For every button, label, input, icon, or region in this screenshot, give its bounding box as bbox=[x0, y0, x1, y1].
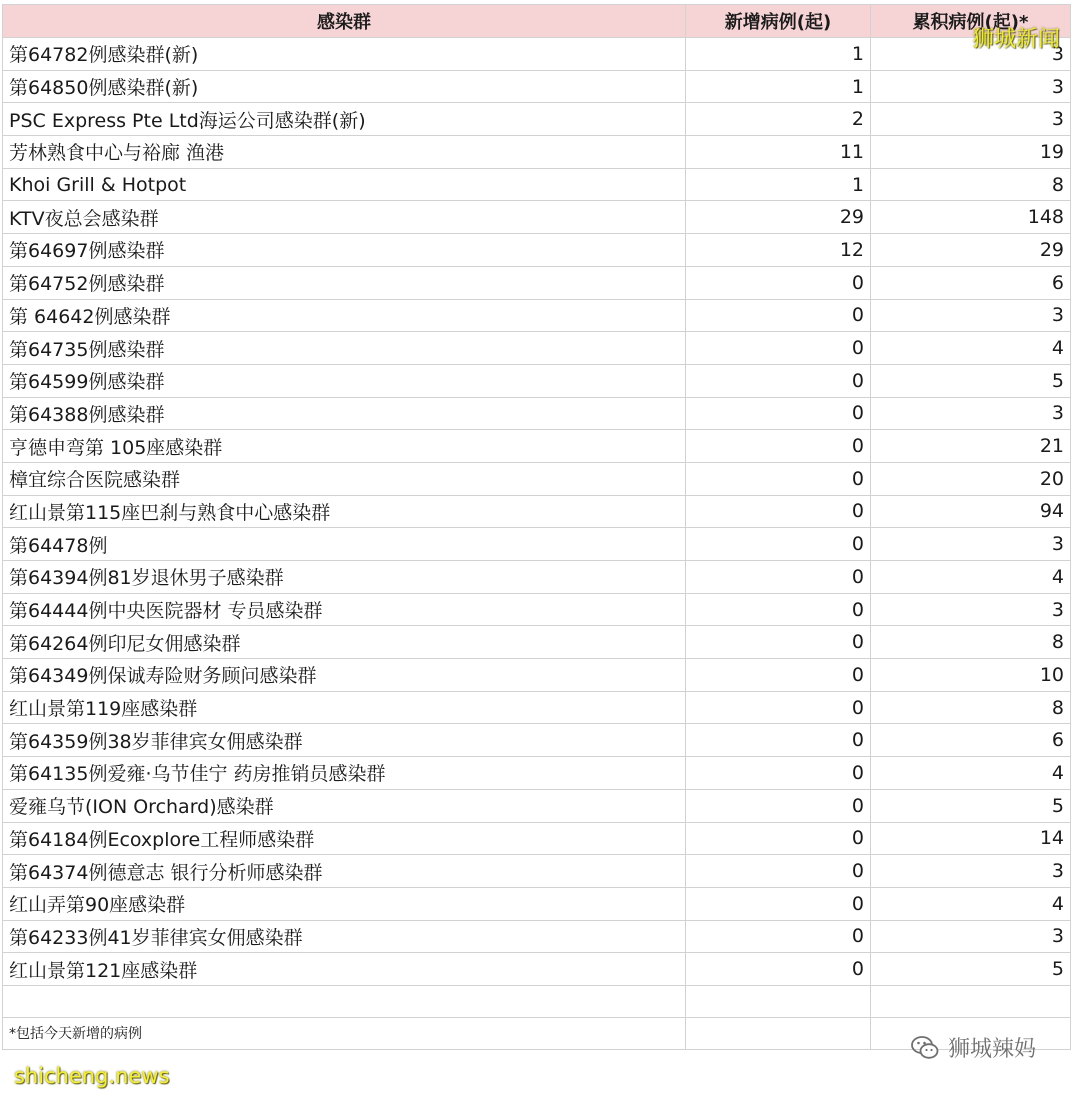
table-body bbox=[3, 38, 1071, 1050]
cluster-name-cell: 第 64642例感染群 bbox=[3, 299, 686, 332]
table-row bbox=[3, 724, 1071, 757]
new-cases-cell: 0 bbox=[686, 397, 871, 430]
new-cases-cell: 11 bbox=[686, 136, 871, 169]
new-cases-cell: 1 bbox=[686, 168, 871, 201]
empty-cell bbox=[686, 985, 871, 1017]
new-cases-cell: 0 bbox=[686, 855, 871, 888]
footnote: *包括今天新增的病例 bbox=[3, 1017, 686, 1049]
new-cases-cell: 0 bbox=[686, 593, 871, 626]
table-row bbox=[3, 495, 1071, 528]
cumulative-cases-cell: 8 bbox=[871, 626, 1071, 659]
cumulative-cases-cell: 6 bbox=[871, 266, 1071, 299]
table-row bbox=[3, 201, 1071, 234]
new-cases-cell: 0 bbox=[686, 724, 871, 757]
table-row bbox=[3, 691, 1071, 724]
header-new-cases: 新增病例(起) bbox=[686, 5, 871, 38]
table-row bbox=[3, 528, 1071, 561]
cluster-name-cell: PSC Express Pte Ltd海运公司感染群(新) bbox=[3, 103, 686, 136]
cumulative-cases-cell: 4 bbox=[871, 887, 1071, 920]
cumulative-cases-cell: 14 bbox=[871, 822, 1071, 855]
new-cases-cell: 0 bbox=[686, 887, 871, 920]
table-row bbox=[3, 332, 1071, 365]
cluster-name-cell: 红山景第119座感染群 bbox=[3, 691, 686, 724]
new-cases-cell: 0 bbox=[686, 561, 871, 594]
cluster-name-cell: 第64599例感染群 bbox=[3, 364, 686, 397]
cluster-name-cell: 第64349例保诚寿险财务顾问感染群 bbox=[3, 659, 686, 692]
table-row bbox=[3, 593, 1071, 626]
table-row bbox=[3, 659, 1071, 692]
cluster-name-cell: 第64735例感染群 bbox=[3, 332, 686, 365]
cumulative-cases-cell: 94 bbox=[871, 495, 1071, 528]
cluster-name-cell: 第64394例81岁退休男子感染群 bbox=[3, 561, 686, 594]
cumulative-cases-cell: 29 bbox=[871, 234, 1071, 267]
empty-cell bbox=[3, 985, 686, 1017]
cluster-name-cell: 红山弄第90座感染群 bbox=[3, 887, 686, 920]
cluster-name-cell: 樟宜综合医院感染群 bbox=[3, 462, 686, 495]
new-cases-cell: 0 bbox=[686, 789, 871, 822]
table-row bbox=[3, 397, 1071, 430]
empty-cell bbox=[686, 1017, 871, 1049]
table-row bbox=[3, 822, 1071, 855]
table-row bbox=[3, 920, 1071, 953]
empty-cell bbox=[871, 985, 1071, 1017]
cluster-name-cell: 第64184例Ecoxplore工程师感染群 bbox=[3, 822, 686, 855]
table-row bbox=[3, 38, 1071, 71]
cumulative-cases-cell: 8 bbox=[871, 691, 1071, 724]
new-cases-cell: 0 bbox=[686, 495, 871, 528]
cumulative-cases-cell: 3 bbox=[871, 103, 1071, 136]
cumulative-cases-cell: 5 bbox=[871, 364, 1071, 397]
cluster-table bbox=[2, 4, 1071, 1050]
new-cases-cell: 0 bbox=[686, 757, 871, 790]
table-row bbox=[3, 70, 1071, 103]
cumulative-cases-cell: 21 bbox=[871, 430, 1071, 463]
table-row bbox=[3, 103, 1071, 136]
cluster-name-cell: KTV夜总会感染群 bbox=[3, 201, 686, 234]
table-row bbox=[3, 234, 1071, 267]
new-cases-cell: 0 bbox=[686, 626, 871, 659]
cumulative-cases-cell: 19 bbox=[871, 136, 1071, 169]
table-row bbox=[3, 299, 1071, 332]
cumulative-cases-cell: 5 bbox=[871, 953, 1071, 986]
cluster-name-cell: 红山景第121座感染群 bbox=[3, 953, 686, 986]
new-cases-cell: 0 bbox=[686, 659, 871, 692]
cumulative-cases-cell: 3 bbox=[871, 920, 1071, 953]
cumulative-cases-cell: 20 bbox=[871, 462, 1071, 495]
cluster-name-cell: 第64850例感染群(新) bbox=[3, 70, 686, 103]
watermark-shicheng-news-cn: 狮城新闻 bbox=[971, 27, 1060, 52]
cluster-name-cell: 芳林熟食中心与裕廊 渔港 bbox=[3, 136, 686, 169]
cluster-name-cell: 第64697例感染群 bbox=[3, 234, 686, 267]
cluster-name-cell: 爱雍乌节(ION Orchard)感染群 bbox=[3, 789, 686, 822]
new-cases-cell: 0 bbox=[686, 528, 871, 561]
new-cases-cell: 0 bbox=[686, 266, 871, 299]
new-cases-cell: 0 bbox=[686, 920, 871, 953]
cumulative-cases-cell: 6 bbox=[871, 724, 1071, 757]
cluster-name-cell: 第64135例爱雍·乌节佳宁 药房推销员感染群 bbox=[3, 757, 686, 790]
footnote-row bbox=[3, 1017, 1071, 1049]
cumulative-cases-cell: 3 bbox=[871, 299, 1071, 332]
new-cases-cell: 29 bbox=[686, 201, 871, 234]
table-header-row bbox=[3, 5, 1071, 38]
new-cases-cell: 0 bbox=[686, 299, 871, 332]
new-cases-cell: 0 bbox=[686, 822, 871, 855]
new-cases-cell: 0 bbox=[686, 332, 871, 365]
new-cases-cell: 1 bbox=[686, 70, 871, 103]
new-cases-cell: 0 bbox=[686, 462, 871, 495]
cluster-name-cell: 第64478例 bbox=[3, 528, 686, 561]
header-cluster: 感染群 bbox=[3, 5, 686, 38]
cluster-name-cell: 第64374例德意志 银行分析师感染群 bbox=[3, 855, 686, 888]
cluster-name-cell: 红山景第115座巴刹与熟食中心感染群 bbox=[3, 495, 686, 528]
cumulative-cases-cell: 4 bbox=[871, 561, 1071, 594]
new-cases-cell: 0 bbox=[686, 953, 871, 986]
cumulative-cases-cell: 10 bbox=[871, 659, 1071, 692]
table-row bbox=[3, 266, 1071, 299]
cumulative-cases-cell: 8 bbox=[871, 168, 1071, 201]
table-row bbox=[3, 626, 1071, 659]
watermark-shicheng-news-url: shicheng.news bbox=[14, 1064, 170, 1088]
cumulative-cases-cell: 3 bbox=[871, 855, 1071, 888]
table-row bbox=[3, 757, 1071, 790]
table-row bbox=[3, 887, 1071, 920]
new-cases-cell: 12 bbox=[686, 234, 871, 267]
wechat-account-name: 狮城辣妈 bbox=[947, 1037, 1036, 1062]
header-cumulative-cases: 累积病例(起)* bbox=[871, 5, 1071, 38]
table-row bbox=[3, 430, 1071, 463]
new-cases-cell: 0 bbox=[686, 691, 871, 724]
table-row bbox=[3, 855, 1071, 888]
cumulative-cases-cell: 4 bbox=[871, 332, 1071, 365]
cumulative-cases-cell: 3 bbox=[871, 70, 1071, 103]
empty-cell bbox=[871, 1017, 1071, 1049]
new-cases-cell: 1 bbox=[686, 38, 871, 71]
cumulative-cases-cell: 148 bbox=[871, 201, 1071, 234]
cumulative-cases-cell: 5 bbox=[871, 789, 1071, 822]
cluster-name-cell: 第64752例感染群 bbox=[3, 266, 686, 299]
table-row bbox=[3, 789, 1071, 822]
cluster-name-cell: 第64782例感染群(新) bbox=[3, 38, 686, 71]
cumulative-cases-cell: 3 bbox=[871, 38, 1071, 71]
cumulative-cases-cell: 3 bbox=[871, 593, 1071, 626]
table-row bbox=[3, 364, 1071, 397]
new-cases-cell: 0 bbox=[686, 364, 871, 397]
cluster-name-cell: 第64388例感染群 bbox=[3, 397, 686, 430]
table-row bbox=[3, 953, 1071, 986]
cumulative-cases-cell: 4 bbox=[871, 757, 1071, 790]
cluster-name-cell: 第64359例38岁菲律宾女佣感染群 bbox=[3, 724, 686, 757]
table-row bbox=[3, 561, 1071, 594]
cluster-name-cell: 第64233例41岁菲律宾女佣感染群 bbox=[3, 920, 686, 953]
table-row bbox=[3, 136, 1071, 169]
blank-row bbox=[3, 985, 1071, 1017]
cluster-name-cell: 亨德申弯第 105座感染群 bbox=[3, 430, 686, 463]
table-row bbox=[3, 462, 1071, 495]
new-cases-cell: 0 bbox=[686, 430, 871, 463]
cumulative-cases-cell: 3 bbox=[871, 397, 1071, 430]
table-row bbox=[3, 168, 1071, 201]
cluster-name-cell: Khoi Grill & Hotpot bbox=[3, 168, 686, 201]
cluster-name-cell: 第64264例印尼女佣感染群 bbox=[3, 626, 686, 659]
new-cases-cell: 2 bbox=[686, 103, 871, 136]
cluster-name-cell: 第64444例中央医院器材 专员感染群 bbox=[3, 593, 686, 626]
cumulative-cases-cell: 3 bbox=[871, 528, 1071, 561]
